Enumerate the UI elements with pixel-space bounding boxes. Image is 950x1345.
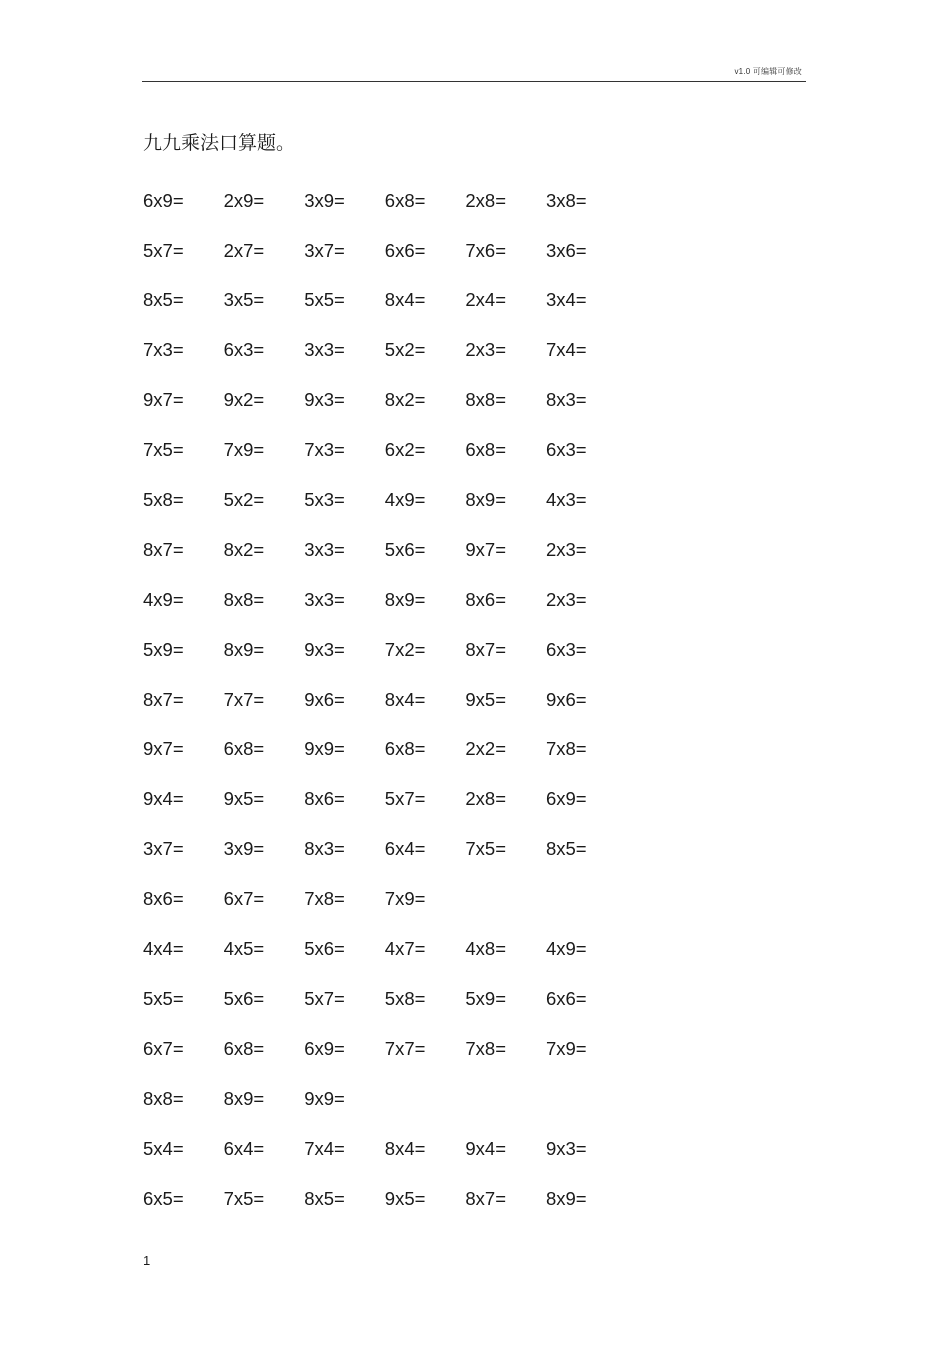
multiplication-problem: 6x8=	[223, 1037, 265, 1059]
multiplication-problem: 5x6=	[223, 987, 265, 1009]
multiplication-problem: 6x3=	[545, 638, 587, 660]
multiplication-problem: 7x5=	[223, 1187, 265, 1209]
multiplication-problem: 4x9=	[143, 588, 184, 610]
multiplication-problem: 3x7=	[143, 838, 184, 860]
document-title: 九九乘法口算题。	[143, 132, 296, 154]
multiplication-problem: 8x2=	[384, 389, 426, 411]
multiplication-problem: 2x9=	[223, 189, 265, 211]
multiplication-problem: 6x3=	[545, 439, 587, 461]
problem-row	[143, 1074, 643, 1124]
multiplication-problem: 6x8=	[384, 189, 426, 211]
problem-row	[143, 376, 643, 426]
multiplication-problem: 6x3=	[223, 339, 265, 361]
multiplication-problem: 4x8=	[465, 938, 507, 960]
multiplication-problem: 6x7=	[143, 1037, 184, 1059]
multiplication-problem: 9x7=	[143, 389, 184, 411]
header-rule	[142, 81, 806, 82]
multiplication-problem: 6x8=	[465, 439, 507, 461]
multiplication-problem: 5x5=	[304, 289, 345, 311]
multiplication-problem: 9x5=	[223, 788, 265, 810]
multiplication-problem: 7x7=	[384, 1037, 426, 1059]
multiplication-problem: 5x6=	[384, 538, 426, 560]
multiplication-problem: 7x8=	[304, 888, 345, 910]
problem-row	[143, 625, 643, 675]
multiplication-problem: 2x4=	[465, 289, 507, 311]
problem-row	[143, 226, 643, 276]
multiplication-problem: 7x4=	[545, 339, 587, 361]
multiplication-problem: 8x9=	[223, 638, 265, 660]
multiplication-problem: 8x9=	[223, 1087, 265, 1109]
multiplication-problem: 8x3=	[304, 838, 345, 860]
multiplication-problem: 9x5=	[465, 688, 507, 710]
problem-row	[143, 924, 643, 974]
multiplication-problem: 5x9=	[143, 638, 184, 660]
multiplication-problem: 3x5=	[223, 289, 265, 311]
multiplication-problem: 9x7=	[143, 738, 184, 760]
multiplication-problem: 7x9=	[384, 888, 426, 910]
multiplication-problem: 9x6=	[545, 688, 587, 710]
multiplication-problem: 8x3=	[545, 389, 587, 411]
problem-row	[143, 425, 643, 475]
multiplication-problem: 9x6=	[304, 688, 345, 710]
multiplication-problem: 3x9=	[304, 189, 345, 211]
multiplication-problem: 6x4=	[223, 1137, 265, 1159]
multiplication-problem: 7x8=	[465, 1037, 507, 1059]
multiplication-problem: 2x8=	[465, 788, 507, 810]
problem-row	[143, 775, 643, 825]
multiplication-problem: 6x6=	[384, 239, 426, 261]
multiplication-problem: 2x2=	[465, 738, 507, 760]
multiplication-problem: 8x8=	[143, 1087, 184, 1109]
multiplication-problem: 2x7=	[223, 239, 265, 261]
multiplication-problem: 8x6=	[304, 788, 345, 810]
problem-row	[143, 575, 643, 625]
multiplication-problem: 9x3=	[304, 389, 345, 411]
multiplication-problem: 8x4=	[384, 1137, 426, 1159]
multiplication-problem: 2x3=	[545, 538, 587, 560]
multiplication-problem: 5x2=	[384, 339, 426, 361]
multiplication-problem: 8x9=	[465, 489, 507, 511]
multiplication-problem: 3x9=	[223, 838, 265, 860]
multiplication-problem: 8x6=	[143, 888, 184, 910]
multiplication-problem: 9x4=	[465, 1137, 507, 1159]
problem-row	[143, 1174, 643, 1224]
multiplication-problem: 3x3=	[304, 339, 345, 361]
multiplication-problem: 3x3=	[304, 588, 345, 610]
multiplication-problem: 8x5=	[545, 838, 587, 860]
multiplication-problem: 2x8=	[465, 189, 507, 211]
multiplication-problem: 8x4=	[384, 289, 426, 311]
multiplication-problem: 3x8=	[545, 189, 587, 211]
problem-row	[143, 725, 643, 775]
multiplication-problem: 7x4=	[304, 1137, 345, 1159]
multiplication-problem: 3x7=	[304, 239, 345, 261]
problem-row	[143, 475, 643, 525]
multiplication-problem: 8x4=	[384, 688, 426, 710]
multiplication-problem: 6x4=	[384, 838, 426, 860]
problem-row	[143, 675, 643, 725]
multiplication-problem: 8x5=	[143, 289, 184, 311]
multiplication-problem: 7x3=	[143, 339, 184, 361]
header-note: v1.0 可编辑可修改	[734, 67, 802, 76]
multiplication-problem: 5x9=	[465, 987, 507, 1009]
problem-row	[143, 1124, 643, 1174]
problem-row	[143, 874, 643, 924]
multiplication-problem: 7x8=	[545, 738, 587, 760]
multiplication-problem: 5x2=	[223, 489, 265, 511]
multiplication-problem: 5x7=	[304, 987, 345, 1009]
multiplication-problem: 2x3=	[545, 588, 587, 610]
multiplication-problem: 9x4=	[143, 788, 184, 810]
problem-row	[143, 825, 643, 875]
multiplication-problem: 5x7=	[384, 788, 426, 810]
multiplication-problem: 6x5=	[143, 1187, 184, 1209]
multiplication-problem: 7x5=	[465, 838, 507, 860]
multiplication-problem: 6x8=	[384, 738, 426, 760]
multiplication-problem: 8x7=	[143, 688, 184, 710]
multiplication-problem: 8x5=	[304, 1187, 345, 1209]
multiplication-problem: 7x7=	[223, 688, 265, 710]
problem-row	[143, 176, 643, 226]
problem-row	[143, 974, 643, 1024]
problem-row	[143, 1024, 643, 1074]
multiplication-problem: 8x6=	[465, 588, 507, 610]
multiplication-problem: 8x9=	[384, 588, 426, 610]
problem-row	[143, 326, 643, 376]
multiplication-problem: 6x6=	[545, 987, 587, 1009]
multiplication-problem: 7x5=	[143, 439, 184, 461]
multiplication-problem: 7x3=	[304, 439, 345, 461]
page-number: 1	[143, 1253, 151, 1268]
multiplication-problem: 8x8=	[223, 588, 265, 610]
multiplication-problem: 6x2=	[384, 439, 426, 461]
multiplication-problem: 4x9=	[545, 938, 587, 960]
multiplication-problem: 5x6=	[304, 938, 345, 960]
multiplication-problem: 4x9=	[384, 489, 426, 511]
multiplication-problem: 4x5=	[223, 938, 265, 960]
multiplication-problem: 6x8=	[223, 738, 265, 760]
multiplication-problem: 6x9=	[304, 1037, 345, 1059]
multiplication-problem: 5x8=	[143, 489, 184, 511]
multiplication-problem: 9x5=	[384, 1187, 426, 1209]
problem-row	[143, 276, 643, 326]
multiplication-problem: 9x9=	[304, 738, 345, 760]
multiplication-problem: 9x3=	[545, 1137, 587, 1159]
multiplication-problem: 3x6=	[545, 239, 587, 261]
problem-row	[143, 525, 643, 575]
multiplication-problem: 5x8=	[384, 987, 426, 1009]
multiplication-problem: 8x7=	[465, 1187, 507, 1209]
multiplication-problem: 3x3=	[304, 538, 345, 560]
multiplication-problem: 2x3=	[465, 339, 507, 361]
multiplication-problem: 8x7=	[143, 538, 184, 560]
multiplication-problem: 8x9=	[545, 1187, 587, 1209]
multiplication-problem: 7x2=	[384, 638, 426, 660]
multiplication-problem: 5x4=	[143, 1137, 184, 1159]
multiplication-problem: 4x3=	[545, 489, 587, 511]
multiplication-problem: 7x9=	[545, 1037, 587, 1059]
multiplication-problem: 5x5=	[143, 987, 184, 1009]
multiplication-problem: 9x7=	[465, 538, 507, 560]
multiplication-problem: 6x9=	[143, 189, 184, 211]
multiplication-problem: 3x4=	[545, 289, 587, 311]
multiplication-problem: 6x7=	[223, 888, 265, 910]
multiplication-problem: 7x9=	[223, 439, 265, 461]
multiplication-problem: 6x9=	[545, 788, 587, 810]
multiplication-problem: 9x2=	[223, 389, 265, 411]
multiplication-problem: 5x3=	[304, 489, 345, 511]
multiplication-problem: 9x3=	[304, 638, 345, 660]
multiplication-problem: 5x7=	[143, 239, 184, 261]
problem-grid	[143, 176, 643, 1224]
multiplication-problem: 8x8=	[465, 389, 507, 411]
multiplication-problem: 9x9=	[304, 1087, 345, 1109]
multiplication-problem: 8x2=	[223, 538, 265, 560]
multiplication-problem: 4x7=	[384, 938, 426, 960]
multiplication-problem: 4x4=	[143, 938, 184, 960]
multiplication-problem: 7x6=	[465, 239, 507, 261]
multiplication-problem: 8x7=	[465, 638, 507, 660]
